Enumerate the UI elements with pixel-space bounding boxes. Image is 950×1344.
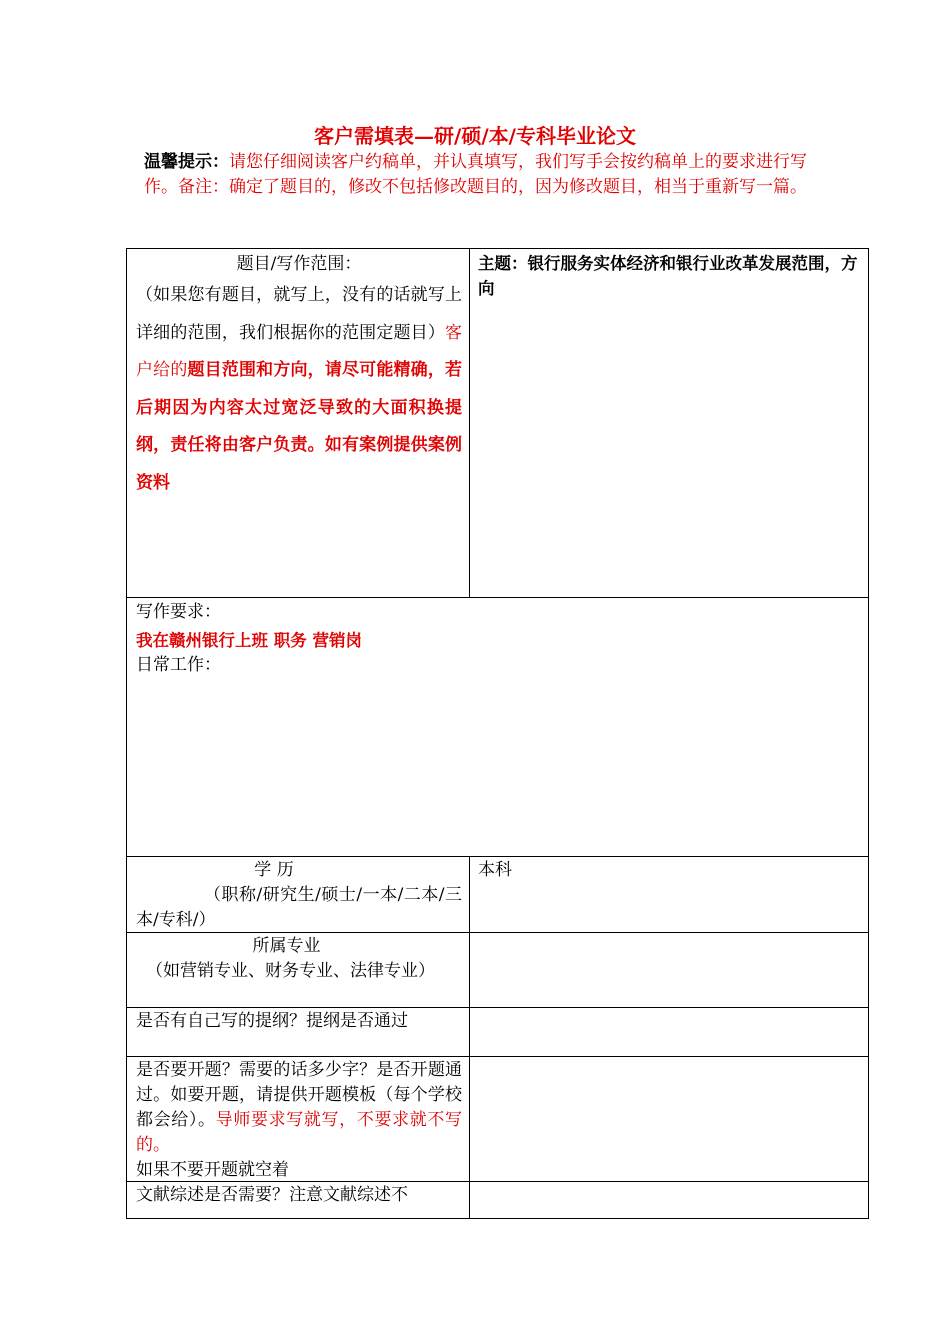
row-divider — [127, 1056, 868, 1057]
page-title: 客户需填表—研/硕/本/专科毕业论文 — [314, 124, 636, 148]
row-divider — [127, 856, 868, 857]
literature-label-cell — [136, 1183, 462, 1208]
topic-label-head: 题目/写作范围： — [236, 254, 362, 274]
tip-lead: 温馨提示： — [144, 152, 229, 172]
proposal-label-normal: 是否要开题？需要的话多少字？是否开题通过。如要开题，请提供开题模板（每个学校都会给）。 — [136, 1060, 462, 1130]
column-divider — [469, 856, 470, 1218]
topic-label-normal: （如果您有题目，就写上，没有的话就写上详细的范围，我们根据你的范围定题目） — [136, 285, 462, 343]
education-label-head: 学 历 — [254, 860, 294, 880]
outline-label: 是否有自己写的提纲？提纲是否通过 — [136, 1011, 408, 1031]
literature-label: 文献综述是否需要？注意文献综述不 — [136, 1185, 408, 1205]
education-label-cell — [136, 858, 462, 933]
topic-label-cell — [136, 251, 462, 502]
outline-label-cell — [136, 1009, 462, 1034]
row-divider — [127, 1007, 868, 1008]
education-value-cell[interactable] — [478, 858, 858, 883]
major-label-cell — [136, 934, 462, 984]
requirements-cell[interactable] — [136, 600, 856, 678]
tip-paragraph — [144, 150, 834, 200]
topic-label-red-bold: 题目范围和方向，请尽可能精确，若后期因为内容太过宽泛导致的大面积换提纲，责任将由客户负责。如有案例提供案例资料 — [136, 360, 462, 493]
proposal-label-tail: 如果不要开题就空着 — [136, 1160, 289, 1180]
proposal-label-cell — [136, 1058, 462, 1183]
row-divider — [127, 597, 868, 598]
education-value: 本科 — [478, 860, 512, 880]
tip-body: 请您仔细阅读客户约稿单，并认真填写，我们写手会按约稿单上的要求进行写作。备注：确定了题目的，修改不包括修改题目的，因为修改题目，相当于重新写一篇。 — [144, 152, 807, 197]
education-label-sub: （职称/研究生/硕士/一本/二本/三本/专科/） — [136, 885, 462, 930]
major-label-head: 所属专业 — [252, 936, 321, 956]
form-table — [126, 248, 869, 1219]
requirements-value-red: 我在赣州银行上班 职务 营销岗 — [136, 631, 362, 650]
topic-value-cell[interactable] — [478, 251, 858, 301]
major-label-sub: （如营销专业、财务专业、法律专业） — [146, 961, 435, 981]
requirements-label: 写作要求： — [136, 602, 221, 622]
requirements-daily: 日常工作： — [136, 655, 221, 675]
topic-value: 主题：银行服务实体经济和银行业改革发展范围，方向 — [478, 254, 858, 298]
proposal-label-red: 导师要求写就写，不要求就不写的。 — [136, 1110, 463, 1155]
topic-label-red: 客户给的 — [136, 322, 462, 380]
column-divider — [469, 249, 470, 597]
